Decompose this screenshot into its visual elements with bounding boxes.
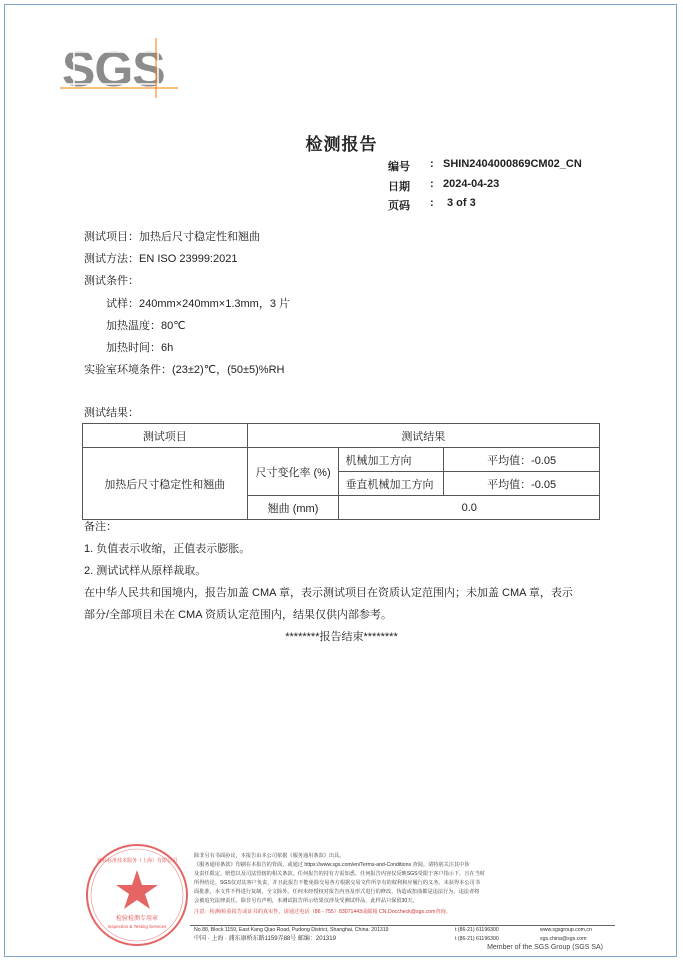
machine-direction-label: 机械加工方向: [339, 448, 444, 472]
warp-value: 0.0: [339, 496, 600, 520]
cross-direction-label: 垂直机械加工方向: [339, 472, 444, 496]
svg-text:SGS: SGS: [62, 41, 165, 97]
seal-company-name: 通标标准技术服务（上海）有限公司: [96, 858, 178, 864]
footer-verification-note: 注意：检测/检验报告或证书的真实性，请通过电话（86 - 755）83071443或邮箱 CN.Doccheck@sgs.com查询。: [194, 909, 451, 915]
website[interactable]: www.sgsgroup.com.cn: [540, 927, 592, 933]
page-number: 3 of 3: [447, 197, 476, 209]
test-conditions-label: 测试条件：: [84, 275, 139, 287]
footer-line-2: 《服务通用条款》印刷在本报告的背面，或通过 https://www.sgs.com/en/Terms-and-Conditions 查阅。请特别关注其中涉: [194, 862, 470, 868]
sgs-logo: [60, 38, 178, 98]
seal-label: 检验检测专用章: [115, 915, 159, 922]
notes-label: 备注：: [84, 521, 117, 533]
cma-statement-2: 部分/全部项目未在 CMA 资质认定范围内，结果仅供内部参考。: [84, 609, 393, 621]
telephone-1: t (86-21) 61196300: [455, 927, 499, 933]
table-row: [83, 448, 600, 472]
warp-label: 翘曲 (mm): [247, 496, 339, 520]
header-test-result: 测试结果: [247, 424, 599, 448]
report-date: 2024-04-23: [443, 178, 500, 190]
footer-line-5: 面批准，本文件不得进行复制，全文除外。任何未经授权对报告内容及形式进行的修改、伪造或扭曲都是违法行为，违法者将: [194, 889, 480, 895]
address-english: No.88, Block 1159, East Kang Qiao Road, Pudong District, Shanghai, China. 201319: [194, 927, 389, 933]
report-end: ********报告结束********: [285, 631, 398, 643]
telephone-2: t (86-21) 61196300: [455, 936, 499, 942]
report-number-label: 编号: [388, 161, 410, 173]
row-test-item: 加热后尺寸稳定性和翘曲: [83, 448, 248, 520]
report-number: SHIN2404000869CM02_CN: [443, 158, 582, 170]
page-label: 页码: [388, 200, 410, 212]
footer-line-1: 除非另有书面协议，本报告由本公司依据《服务通用条款》出具。: [194, 853, 345, 859]
sample-spec: 试样：240mm×240mm×1.3mm，3 片: [106, 298, 290, 310]
note-1: 1. 负值表示收缩，正值表示膨胀。: [84, 543, 251, 555]
heating-temperature: 加热温度：80℃: [106, 320, 186, 332]
machine-direction-value: 平均值：-0.05: [444, 448, 600, 472]
test-item: 测试项目：加热后尺寸稳定性和翘曲: [84, 231, 260, 243]
colon: :: [430, 197, 434, 209]
dimension-change-label: 尺寸变化率 (%): [247, 448, 339, 496]
table-header-row: [83, 424, 600, 448]
date-label: 日期: [388, 181, 410, 193]
test-method: 测试方法：EN ISO 23999:2021: [84, 253, 238, 265]
address-chinese: 中国 · 上海 · 浦东康桥东路1159弄88号 邮编：201319: [194, 936, 336, 942]
lab-environment: 实验室环境条件：(23±2)℃，(50±5)%RH: [84, 364, 285, 376]
footer-line-4: 所得结论。SGS仅对其客户负责，并且此报告不能免除交易各方根据交易文件所享有的权利和应履行的义务。未获得本公司书: [194, 880, 480, 886]
cross-direction-value: 平均值：-0.05: [444, 472, 600, 496]
member-statement: Member of the SGS Group (SGS SA): [487, 944, 603, 951]
colon: :: [430, 178, 434, 190]
company-seal: [82, 840, 192, 950]
seal-english-label: Inspection & Testing Services: [107, 924, 167, 929]
cma-statement-1: 在中华人民共和国境内，报告加盖 CMA 章，表示测试项目在资质认定范围内；未加盖 CMA 章，表示: [84, 587, 573, 599]
note-2: 2. 测试试样从原样裁取。: [84, 565, 207, 577]
contact-email[interactable]: sgs.china@sgs.com: [540, 936, 587, 942]
footer-line-6: 会被追究法律责任。除非另有声明，本测试报告所示结果仅涉及受测试样品，此样品只保留30天。: [194, 898, 418, 904]
page-title: 检测报告: [305, 135, 378, 154]
heating-time: 加热时间：6h: [106, 342, 174, 354]
footer-line-3: 及责任限定、赔偿以及司法管辖的相关条款。任何报告的持有方需知悉，任何报告内容仅反映SGS受限于客户指示下，且在当时: [194, 871, 486, 877]
results-table: [82, 423, 600, 520]
test-results-label: 测试结果：: [84, 407, 139, 419]
colon: :: [430, 158, 434, 170]
header-test-item: 测试项目: [83, 424, 248, 448]
